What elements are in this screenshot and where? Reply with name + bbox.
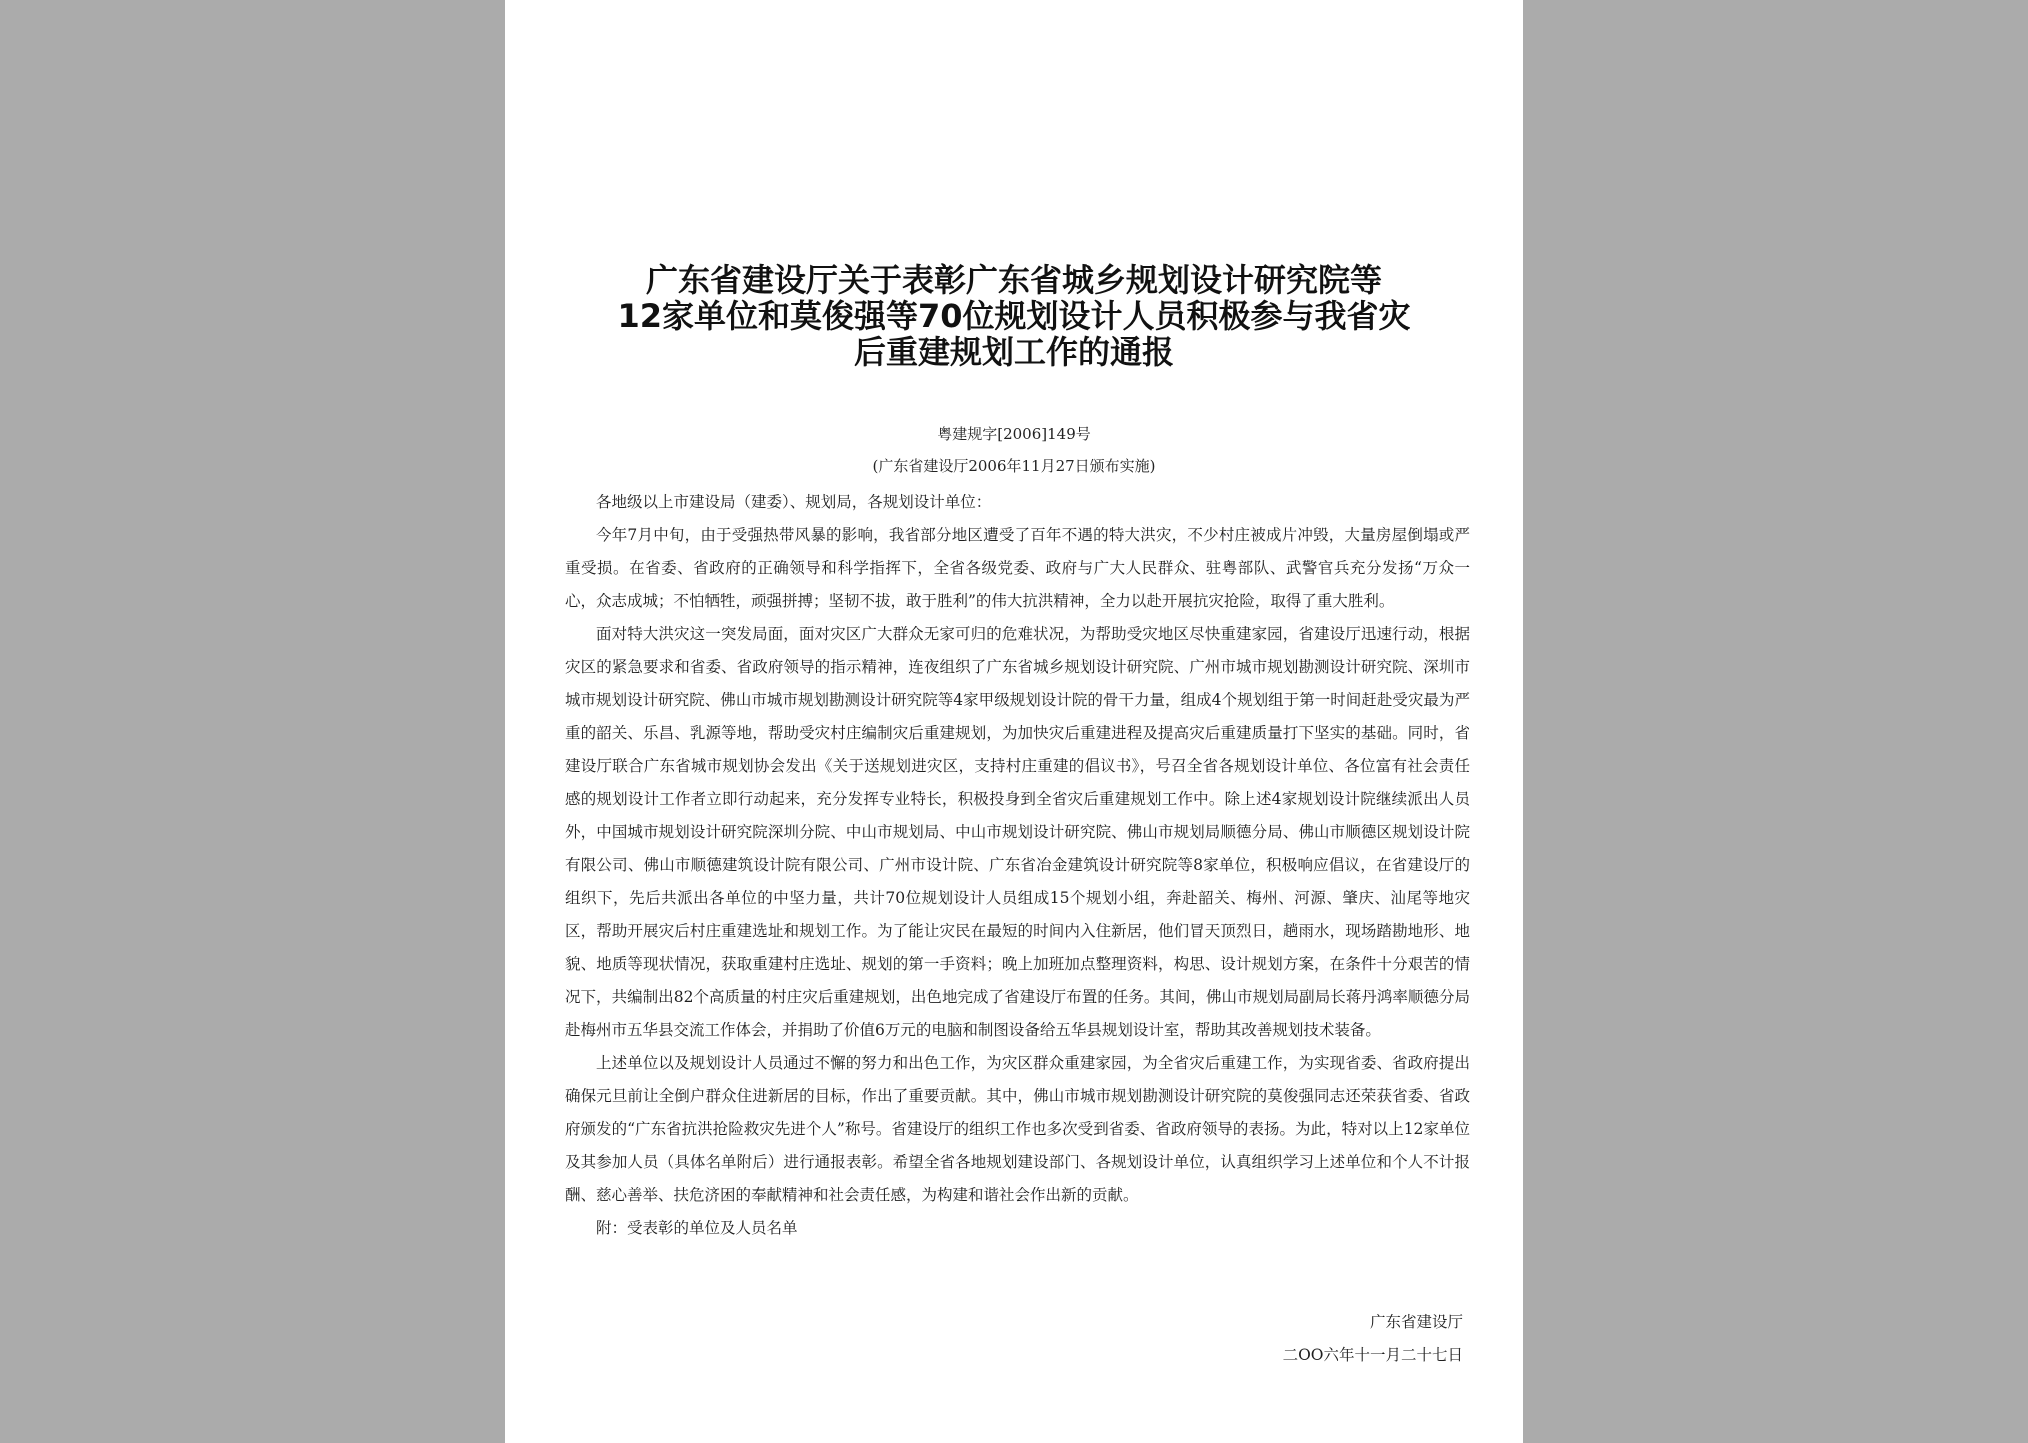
attachment-note: 附：受表彰的单位及人员名单 bbox=[596, 1219, 798, 1237]
document-body bbox=[565, 486, 1470, 1245]
document-number: 粤建规字[2006]149号 bbox=[937, 425, 1091, 443]
issued-note: (广东省建设厅2006年11月27日颁布实施) bbox=[872, 457, 1156, 475]
document-page bbox=[505, 0, 1523, 1443]
title-line: 后重建规划工作的通报 bbox=[853, 333, 1174, 371]
title-line: 12家单位和莫俊强等70位规划设计人员积极参与我省灾 bbox=[617, 297, 1411, 335]
body-paragraph: 上述单位以及规划设计人员通过不懈的努力和出色工作，为灾区群众重建家园，为全省灾后重建工作，为实现省委、省政府提出确保元旦前让全倒户群众住进新居的目标，作出了重要贡献。其中，佛山市城市规划勘测设计研究院的莫俊强同志还荣获省委、省政府颁发的“广东省抗洪抢险救灾先进个人”称号。省建设厅的组织工作也多次受到省委、省政府领导的表扬。为此，特对以上12家单位及其参加人员（具体名单附后）进行通报表彰。希望全省各地规划建设部门、各规划设计单位，认真组织学习上述单位和个人不计报酬、慈心善举、扶危济困的奉献精神和社会责任感，为构建和谐社会作出新的贡献。 bbox=[565, 1054, 1470, 1204]
signature-date: 二OO六年十一月二十七日 bbox=[1282, 1346, 1463, 1364]
body-paragraph: 今年7月中旬，由于受强热带风暴的影响，我省部分地区遭受了百年不遇的特大洪灾，不少村庄被成片冲毁，大量房屋倒塌或严重受损。在省委、省政府的正确领导和科学指挥下，全省各级党委、政府与广大人民群众、驻粤部队、武警官兵充分发扬“万众一心，众志成城；不怕牺牲，顽强拼搏；坚韧不拔，敢于胜利”的伟大抗洪精神，全力以赴开展抗灾抢险，取得了重大胜利。 bbox=[565, 526, 1470, 610]
salutation: 各地级以上市建设局（建委）、规划局，各规划设计单位： bbox=[596, 493, 992, 511]
body-paragraph: 面对特大洪灾这一突发局面，面对灾区广大群众无家可归的危难状况，为帮助受灾地区尽快重建家园，省建设厅迅速行动，根据灾区的紧急要求和省委、省政府领导的指示精神，连夜组织了广东省城乡规划设计研究院、广州市城市规划勘测设计研究院、深圳市城市规划设计研究院、佛山市城市规划勘测设计研究院等4家甲级规划设计院的骨干力量，组成4个规划组于第一时间赶赴受灾最为严重的韶关、乐昌、乳源等地，帮助受灾村庄编制灾后重建规划，为加快灾后重建进程及提高灾后重建质量打下坚实的基础。同时，省建设厅联合广东省城市规划协会发出《关于送规划进灾区，支持村庄重建的倡议书》，号召全省各规划设计单位、各位富有社会责任感的规划设计工作者立即行动起来，充分发挥专业特长，积极投身到全省灾后重建规划工作中。除上述4家规划设计院继续派出人员外，中国城市规划设计研究院深圳分院、中山市规划局、中山市规划设计研究院、佛山市规划局顺德分局、佛山市顺德区规划设计院有限公司、佛山市顺德建筑设计院有限公司、广州市设计院、广东省冶金建筑设计研究院等8家单位，积极响应倡议，在省建设厅的组织下，先后共派出各单位的中坚力量，共计70位规划设计人员组成15个规划小组，奔赴韶关、梅州、河源、肇庆、汕尾等地灾区，帮助开展灾后村庄重建选址和规划工作。为了能让灾民在最短的时间内入住新居，他们冒天顶烈日，趟雨水，现场踏勘地形、地貌、地质等现状情况，获取重建村庄选址、规划的第一手资料；晚上加班加点整理资料，构思、设计规划方案，在条件十分艰苦的情况下，共编制出82个高质量的村庄灾后重建规划，出色地完成了省建设厅布置的任务。其间，佛山市规划局副局长蒋丹鸿率顺德分局赴梅州市五华县交流工作体会，并捐助了价值6万元的电脑和制图设备给五华县规划设计室，帮助其改善规划技术装备。 bbox=[565, 625, 1470, 1039]
title-line: 广东省建设厅关于表彰广东省城乡规划设计研究院等 bbox=[645, 261, 1382, 299]
signature-organization: 广东省建设厅 bbox=[1369, 1313, 1463, 1331]
document-title bbox=[565, 262, 1463, 370]
